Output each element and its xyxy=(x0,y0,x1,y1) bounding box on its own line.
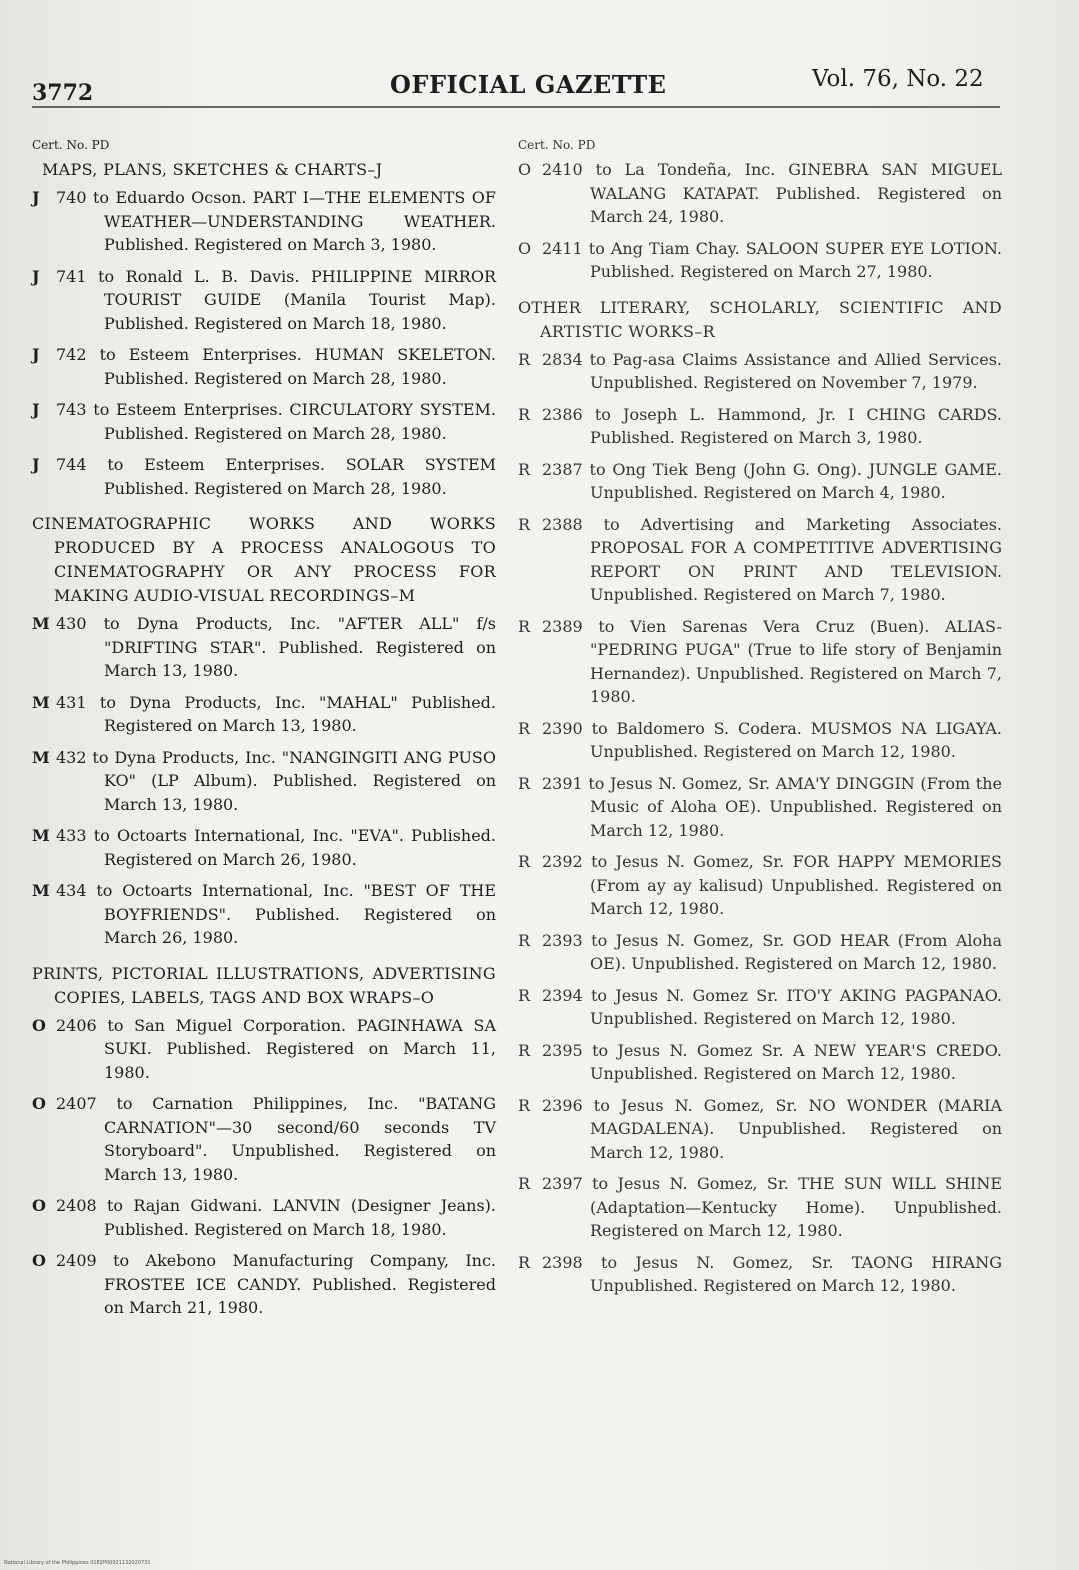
class-code: R xyxy=(518,459,531,479)
entry-text: 2394 to Jesus N. Gomez Sr. ITO'Y AKING PAGPANAO. Unpublished. Registered on March 12, 1980. xyxy=(542,985,1002,1028)
class-code: J xyxy=(32,400,40,419)
cert-label: Cert. No. PD xyxy=(518,138,596,152)
list-item xyxy=(32,343,496,390)
class-code: J xyxy=(32,188,40,207)
class-code: R xyxy=(518,718,531,738)
left-column xyxy=(32,138,496,1328)
entry-text: 2389 to Vien Sarenas Vera Cruz (Buen). ALIAS-"PEDRING PUGA" (True to life story of Benjamin Hernandez). Unpublished. Registered on March 7, 1980. xyxy=(542,616,1002,706)
section-heading: PRINTS, PICTORIAL ILLUSTRATIONS, ADVERTISING COPIES, LABELS, TAGS AND BOX WRAPS–O xyxy=(32,963,496,1007)
class-code: R xyxy=(518,616,531,636)
list-item xyxy=(518,513,1002,607)
list-item xyxy=(32,691,496,738)
list-item xyxy=(32,398,496,445)
entry-text: 2411 to Ang Tiam Chay. SALOON SUPER EYE LOTION. Published. Registered on March 27, 1980. xyxy=(542,238,1002,281)
header-rule xyxy=(32,106,1000,108)
section-heading: CINEMATOGRAPHIC WORKS AND WORKS PRODUCED BY A PROCESS ANALOGOUS TO CINEMATOGRAPHY OR ANY PROCESS FOR MAKING AUDIO-VISUAL RECORDINGS–M xyxy=(32,514,496,605)
class-code: M xyxy=(32,826,50,845)
class-code: R xyxy=(518,1040,531,1060)
class-code: R xyxy=(518,514,531,534)
entry-text: 2406 to San Miguel Corporation. PAGINHAWA SA SUKI. Published. Registered on March 11, 1980. xyxy=(56,1015,496,1082)
class-code: O xyxy=(32,1094,46,1113)
entry-text: 2396 to Jesus N. Gomez, Sr. NO WONDER (MARIA MAGDALENA). Unpublished. Registered on March 12, 1980. xyxy=(542,1095,1002,1162)
list-item xyxy=(518,984,1002,1031)
entry-text: 2387 to Ong Tiek Beng (John G. Ong). JUNGLE GAME. Unpublished. Registered on March 4, 1980. xyxy=(542,459,1002,502)
class-code: R xyxy=(518,773,531,793)
cert-label: Cert. No. PD xyxy=(32,138,110,152)
class-code: R xyxy=(518,930,531,950)
class-code: R xyxy=(518,1174,531,1193)
list-item xyxy=(32,1014,496,1085)
class-code: R xyxy=(518,985,531,1005)
class-code: R xyxy=(518,1252,531,1272)
class-code: R xyxy=(518,1095,531,1115)
entry-text: 2395 to Jesus N. Gomez Sr. A NEW YEAR'S CREDO. Unpublished. Registered on March 12, 1980. xyxy=(542,1040,1002,1083)
list-item xyxy=(518,772,1002,843)
entry-text: 2393 to Jesus N. Gomez, Sr. GOD HEAR (From Aloha OE). Unpublished. Registered on March 12, 1980. xyxy=(542,930,1002,973)
volume-issue: Vol. 76, No. 22 xyxy=(812,66,984,92)
list-item xyxy=(32,186,496,257)
class-code: M xyxy=(32,692,50,712)
entry-text: 2834 to Pag-asa Claims Assistance and Allied Services. Unpublished. Registered on November 7, 1979. xyxy=(542,349,1002,392)
section-heading: MAPS, PLANS, SKETCHES & CHARTS–J xyxy=(42,160,383,179)
list-item xyxy=(32,746,496,817)
class-code: R xyxy=(518,404,531,424)
entry-text: 431 to Dyna Products, Inc. "MAHAL" Published. Registered on March 13, 1980. xyxy=(56,692,496,735)
class-code: O xyxy=(518,160,532,179)
class-code: J xyxy=(32,266,40,286)
entry-text: 2390 to Baldomero S. Codera. MUSMOS NA LIGAYA. Unpublished. Registered on March 12, 1980. xyxy=(542,718,1002,761)
entry-text: 2398 to Jesus N. Gomez, Sr. TAONG HIRANG Unpublished. Registered on March 12, 1980. xyxy=(542,1252,1002,1295)
class-code: M xyxy=(32,747,50,767)
list-item xyxy=(32,453,496,500)
entry-text: 2391 to Jesus N. Gomez, Sr. AMA'Y DINGGIN (From the Music of Aloha OE). Unpublished. Registered on March 12, 1980. xyxy=(542,773,1002,840)
class-code: O xyxy=(32,1015,46,1035)
list-item xyxy=(518,615,1002,709)
list-item xyxy=(518,458,1002,505)
class-code: O xyxy=(32,1251,46,1270)
entry-text: 2397 to Jesus N. Gomez, Sr. THE SUN WILL SHINE (Adaptation—Kentucky Home). Unpublished. Registered on March 12, 1980. xyxy=(542,1174,1002,1240)
class-code: R xyxy=(518,349,531,369)
list-item xyxy=(518,403,1002,450)
entry-text: 2392 to Jesus N. Gomez, Sr. FOR HAPPY MEMORIES (From ay ay kalisud) Unpublished. Registered on March 12, 1980. xyxy=(542,852,1002,918)
entry-text: 2388 to Advertising and Marketing Associates. PROPOSAL FOR A COMPETITIVE ADVERTISING REPORT ON PRINT AND TELEVISION. Unpublished. Registered on March 7, 1980. xyxy=(542,514,1002,604)
entry-text: 743 to Esteem Enterprises. CIRCULATORY SYSTEM. Published. Registered on March 28, 1980. xyxy=(56,400,496,443)
entry-text: 2386 to Joseph L. Hammond, Jr. I CHING CARDS. Published. Registered on March 3, 1980. xyxy=(542,404,1002,447)
list-item xyxy=(518,1039,1002,1086)
class-code: J xyxy=(32,455,40,474)
class-code: O xyxy=(32,1196,46,1215)
class-code: R xyxy=(518,852,531,871)
list-item xyxy=(518,348,1002,395)
page-header xyxy=(0,62,1079,112)
entry-text: 2407 to Carnation Philippines, Inc. "BATANG CARNATION"—30 second/60 seconds TV Storyboard". Unpublished. Registered on March 13, 1980. xyxy=(56,1094,496,1184)
entry-text: 432 to Dyna Products, Inc. "NANGINGITI ANG PUSO KO" (LP Album). Published. Registered on March 13, 1980. xyxy=(56,747,496,814)
list-item xyxy=(32,265,496,336)
section-heading: OTHER LITERARY, SCHOLARLY, SCIENTIFIC AND ARTISTIC WORKS–R xyxy=(518,297,1002,341)
list-item xyxy=(518,1172,1002,1243)
class-code: O xyxy=(518,238,532,258)
entry-text: 742 to Esteem Enterprises. HUMAN SKELETON. Published. Registered on March 28, 1980. xyxy=(56,345,496,388)
entry-text: 2410 to La Tondeña, Inc. GINEBRA SAN MIGUEL WALANG KATAPAT. Published. Registered on March 24, 1980. xyxy=(542,160,1002,226)
list-item xyxy=(32,879,496,950)
list-item xyxy=(32,1194,496,1241)
list-item xyxy=(518,850,1002,921)
list-item xyxy=(32,824,496,871)
list-item xyxy=(518,158,1002,229)
entry-text: 2409 to Akebono Manufacturing Company, Inc. FROSTEE ICE CANDY. Published. Registered on March 21, 1980. xyxy=(56,1251,496,1317)
right-column xyxy=(518,138,1002,1306)
page-number: 3772 xyxy=(32,80,94,106)
entry-text: 740 to Eduardo Ocson. PART I—THE ELEMENTS OF WEATHER—UNDERSTANDING WEATHER. Published. Registered on March 3, 1980. xyxy=(56,188,496,254)
list-item xyxy=(32,1092,496,1186)
list-item xyxy=(518,237,1002,284)
entry-text: 433 to Octoarts International, Inc. "EVA". Published. Registered on March 26, 1980. xyxy=(56,826,496,869)
list-item xyxy=(32,612,496,683)
class-code: M xyxy=(32,614,50,633)
list-item xyxy=(518,929,1002,976)
list-item xyxy=(518,1094,1002,1165)
list-item xyxy=(518,1251,1002,1298)
entry-text: 744 to Esteem Enterprises. SOLAR SYSTEM Published. Registered on March 28, 1980. xyxy=(56,455,496,498)
entry-text: 430 to Dyna Products, Inc. "AFTER ALL" f/s "DRIFTING STAR". Published. Registered on March 13, 1980. xyxy=(56,614,496,680)
entry-text: 434 to Octoarts International, Inc. "BEST OF THE BOYFRIENDS". Published. Registered on March 26, 1980. xyxy=(56,881,496,947)
list-item xyxy=(32,1249,496,1320)
class-code: J xyxy=(32,345,40,364)
class-code: M xyxy=(32,881,50,900)
entry-text: 741 to Ronald L. B. Davis. PHILIPPINE MIRROR TOURIST GUIDE (Manila Tourist Map). Published. Registered on March 18, 1980. xyxy=(56,266,496,333)
list-item xyxy=(518,717,1002,764)
entry-text: 2408 to Rajan Gidwani. LANVIN (Designer Jeans). Published. Registered on March 18, 1980. xyxy=(56,1196,496,1239)
source-footer: National Library of the Philippines 0182P00021132020731 xyxy=(4,1560,151,1566)
publication-title: OFFICIAL GAZETTE xyxy=(390,70,667,99)
